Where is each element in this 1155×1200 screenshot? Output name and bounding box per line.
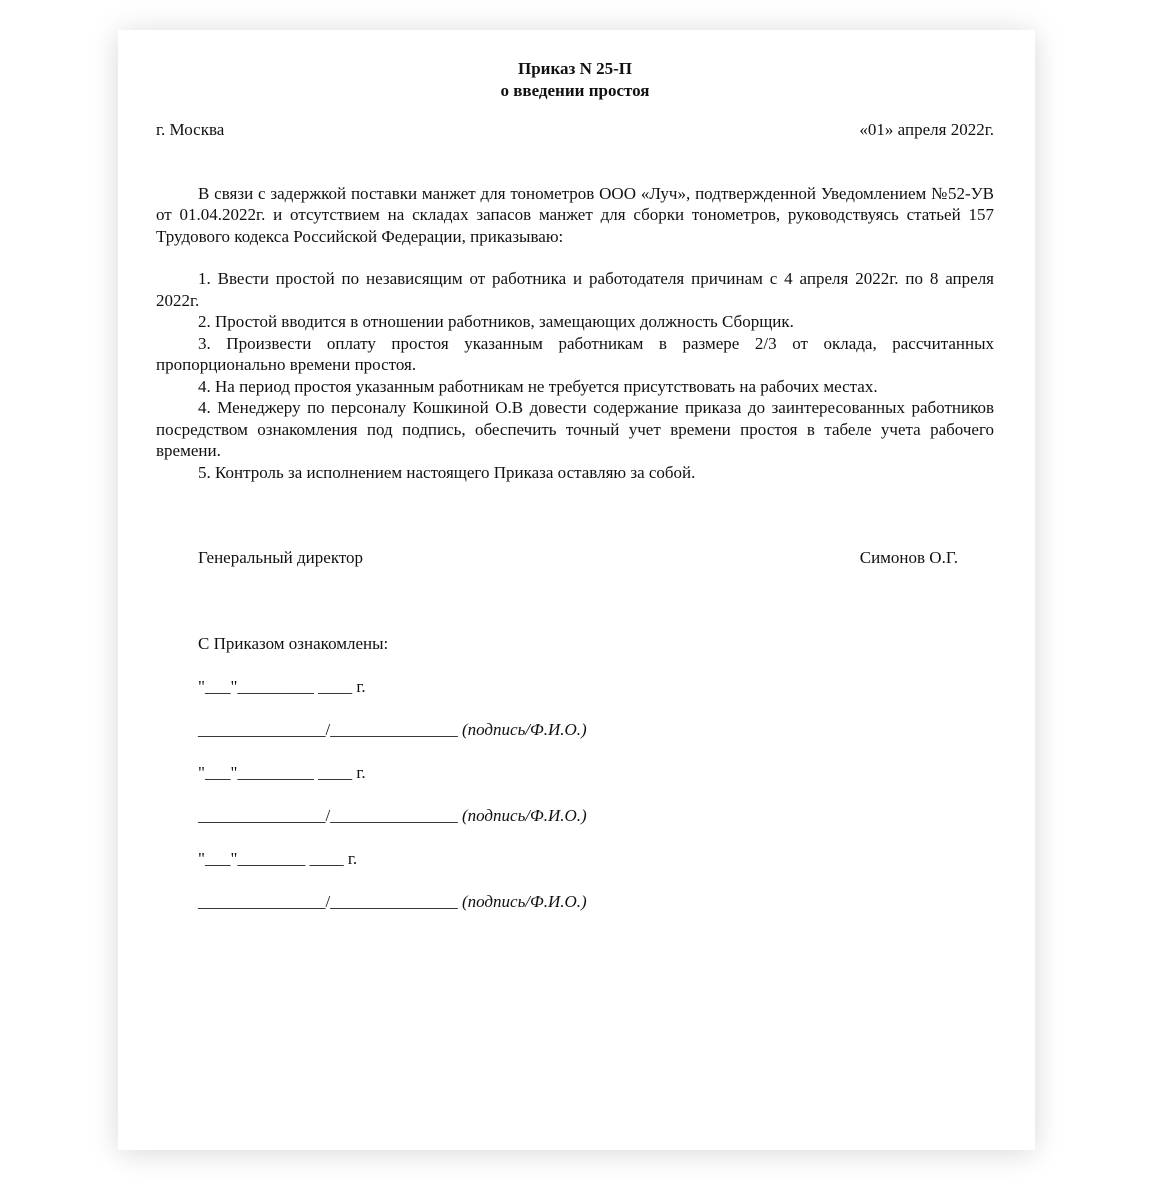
place-date-row: [156, 119, 994, 141]
signer-name: Симонов О.Г.: [859, 548, 958, 567]
order-item: 1. Ввести простой по независящим от работника и работодателя причинам с 4 апреля 2022г. по 8 апреля 2022г.: [156, 269, 994, 310]
signature-blank-row: [156, 805, 994, 827]
order-title-number: Приказ N 25-П: [517, 59, 632, 78]
signature-blank: _______________/_______________: [198, 891, 462, 911]
order-title: [156, 58, 994, 101]
signature-blank-row: [156, 891, 994, 913]
date-blank: "___"_________ ____ г.: [198, 763, 366, 782]
city: г. Москва: [156, 120, 225, 139]
date-blank: "___"_________ ____ г.: [198, 677, 366, 696]
order-items: [156, 268, 994, 483]
order-item: 4. На период простоя указанным работникам не требуется присутствовать на рабочих местах.: [198, 376, 878, 396]
order-item: 2. Простой вводится в отношении работников, замещающих должность Сборщик.: [198, 312, 794, 331]
order-title-subject: о введении простоя: [500, 80, 650, 100]
document-page: [118, 30, 1035, 1150]
signer-position: Генеральный директор: [198, 548, 364, 567]
signature-blank: _______________/_______________: [198, 719, 462, 739]
intro-paragraph: В связи с задержкой поставки манжет для тонометров ООО «Луч», подтвержденной Уведомлением №52-УВ от 01.04.2022г. и отсутствием на складах запасов манжет для сборки тонометров, руководствуясь статьей 157 Трудового кодекса Российской Федерации, приказываю:: [156, 183, 994, 246]
order-item: 5. Контроль за исполнением настоящего Приказа оставляю за собой.: [198, 462, 696, 482]
signature-blank-row: [156, 719, 994, 741]
order-item: 4. Менеджеру по персоналу Кошкиной О.В довести содержание приказа до заинтересованных работников посредством ознакомления под подпись, обеспечить точный учет времени простоя в табеле учета рабочего времени.: [156, 398, 994, 460]
date-blank: "___"________ ____ г.: [198, 849, 358, 868]
order-item: 3. Произвести оплату простоя указанным работникам в размере 2/3 от оклада, рассчитанных пропорционально времени простоя.: [156, 333, 994, 374]
document-content: [156, 58, 994, 912]
acknowledged-label: С Приказом ознакомлены:: [198, 633, 389, 653]
signature-blank: _______________/_______________: [198, 805, 462, 825]
signature-block: [156, 547, 994, 569]
signature-label: (подпись/Ф.И.О.): [461, 891, 587, 911]
order-date: «01» апреля 2022г.: [859, 120, 994, 139]
signature-label: (подпись/Ф.И.О.): [461, 719, 587, 739]
signature-label: (подпись/Ф.И.О.): [461, 805, 587, 825]
